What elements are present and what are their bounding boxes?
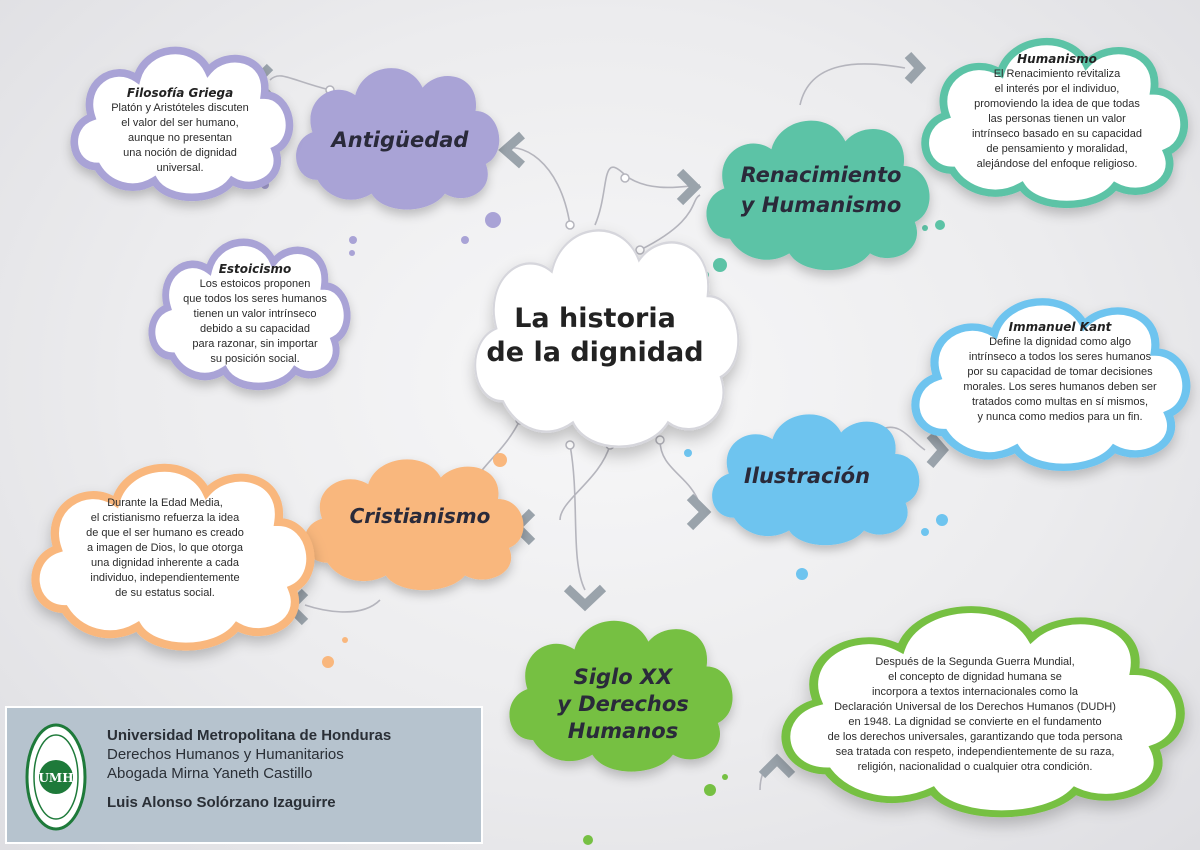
detail-filosofia-title: Filosofía Griega: [126, 86, 234, 100]
bubble-icon: [922, 225, 928, 231]
detail-kant-title: Immanuel Kant: [1008, 320, 1112, 334]
node-dot: [621, 174, 629, 182]
detail-humanismo-title: Humanismo: [1017, 52, 1097, 66]
detail-sigloxx: [790, 655, 1160, 775]
label-antiguedad: Antigüedad: [331, 128, 469, 152]
detail-estoicismo: [150, 262, 360, 367]
umh-logo: [25, 722, 87, 832]
detail-kant: [915, 320, 1200, 425]
bubble-icon: [684, 449, 692, 457]
bubble-icon: [322, 656, 334, 668]
credit-lines: [107, 726, 391, 812]
node-dot: [636, 246, 644, 254]
arrow-kant-icon: [930, 435, 943, 465]
bubble-icon: [921, 528, 929, 536]
bubble-icon: [485, 212, 501, 228]
arrow-antiguedad-icon: [505, 135, 522, 165]
bubble-icon: [936, 514, 948, 526]
center-title-line2: de la dignidad: [486, 337, 704, 368]
connector-cristianismo-detail: [305, 600, 380, 612]
connector-sigloxx-2: [560, 445, 610, 520]
umh-logo-text: UMH: [38, 771, 74, 785]
detail-humanismo: [922, 52, 1192, 172]
bubble-icon: [342, 637, 348, 643]
label-renacimiento-line1: Renacimiento: [740, 163, 902, 187]
arrow-sigloxx-icon: [567, 588, 603, 605]
connector-sigloxx: [570, 445, 585, 590]
arrow-sigloxx-detail-icon: [762, 760, 792, 775]
label-renacimiento: [706, 160, 936, 220]
connector-humanismo: [800, 64, 905, 105]
node-dot: [566, 441, 574, 449]
detail-estoicismo-text: Los estoicos proponen que todos los seres humanos tienen un valor intrínseco debido a su capacidad para razonar, sin importar su posición social.: [183, 278, 327, 365]
detail-humanismo-text: El Renacimiento revitaliza el interés por el individuo, promoviendo la idea de que todas las personas tienen un valor intrínseco basado en su capacidad de pensamiento y moralidad, alejándose del enfoque religioso.: [971, 68, 1142, 170]
credit-student: Luis Alonso Solórzano Izaguirre: [107, 794, 336, 811]
detail-filosofia: [80, 86, 280, 176]
center-title-line1: La historia: [514, 303, 676, 334]
label-ilustracion: Ilustración: [743, 464, 871, 488]
detail-filosofia-text: Platón y Aristóteles discuten el valor del ser humano, aunque no presentan una noción de dignidad universal.: [111, 102, 249, 174]
bubble-icon: [461, 236, 469, 244]
arrow-humanismo-icon: [908, 55, 920, 81]
label-cristianismo: Cristianismo: [349, 504, 491, 528]
detail-estoicismo-title: Estoicismo: [218, 262, 292, 276]
bubble-icon: [722, 774, 728, 780]
node-dot: [566, 221, 574, 229]
label-sigloxx-line1: Siglo XX: [573, 665, 673, 689]
node-dot: [656, 436, 664, 444]
label-sigloxx: [508, 664, 738, 745]
bubble-icon: [349, 250, 355, 256]
bubble-icon: [796, 568, 808, 580]
bubble-icon: [349, 236, 357, 244]
detail-sigloxx-text: Después de la Segunda Guerra Mundial, el concepto de dignidad humana se incorpora a textos internacionales como la Declaración Universal de los Derechos Humanos (DUDH) en 1948. La dignidad se convierte en el fundamento de los derechos universales, garantizando que toda persona sea tratada con respeto, independientemente de su raza, religión, nacionalidad o cualquier otra condición.: [827, 656, 1123, 773]
bubble-icon: [713, 258, 727, 272]
bubble-icon: [493, 453, 507, 467]
label-sigloxx-line3: Humanos: [567, 719, 679, 743]
credit-box: [5, 706, 483, 844]
detail-kant-text: Define la dignidad como algo intrínseco a todos los seres humanos por su capacidad de tomar decisiones morales. Los seres humanos deben ser tratados como multas en sí mismos, y nunca como medios para un fin.: [963, 336, 1157, 423]
detail-cristianismo: [45, 496, 285, 601]
arrow-ilustracion-icon: [690, 497, 705, 527]
center-title: [480, 302, 710, 370]
label-sigloxx-line2: y Derechos: [557, 692, 689, 716]
bubble-icon: [704, 784, 716, 796]
bubble-icon: [583, 835, 593, 845]
credit-university: Universidad Metropolitana de Honduras: [107, 727, 392, 744]
credit-course: Derechos Humanos y Humanitarios: [107, 746, 344, 763]
bubble-icon: [935, 220, 945, 230]
label-renacimiento-line2: y Humanismo: [740, 193, 902, 217]
credit-teacher: Abogada Mirna Yaneth Castillo: [107, 765, 313, 782]
detail-cristianismo-text: Durante la Edad Media, el cristianismo refuerza la idea de que el ser humano es creado a imagen de Dios, lo que otorga una dignidad inherente a cada individuo, independientemente de su estatus social.: [86, 497, 244, 599]
